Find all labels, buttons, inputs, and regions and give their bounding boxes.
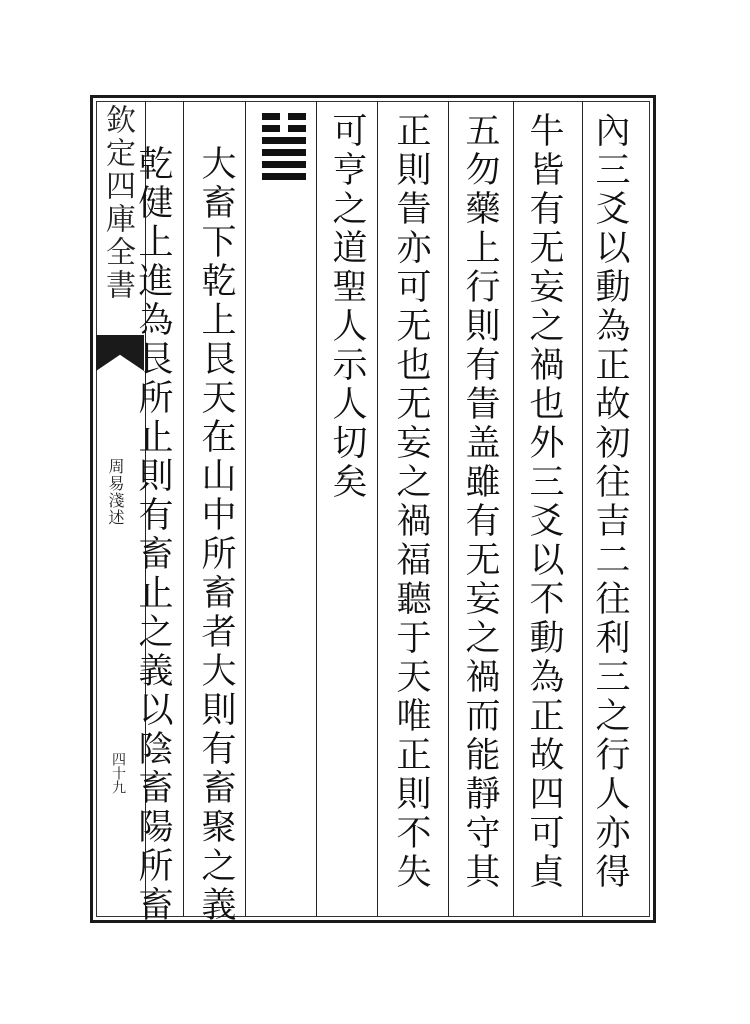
hexagram-symbol: [262, 113, 306, 181]
text-column-1: 內三爻以動為正故初往吉二往利三之行人亦得: [590, 112, 630, 892]
text-column-2: 牛皆有无妄之禍也外三爻以不動為正故四可貞: [524, 112, 564, 892]
margin-book-title: 周易淺述: [106, 458, 125, 526]
column-rule-2: [183, 101, 184, 917]
margin-page-number: 四十九: [110, 752, 126, 794]
hexagram-line-6: [262, 113, 306, 120]
page-frame-inner: [96, 101, 650, 917]
text-column-7: 大畜下乾上艮天在山中所畜者大則有畜聚之義: [196, 145, 236, 925]
column-rule-3: [245, 101, 246, 917]
column-rule-8: [582, 101, 583, 917]
hexagram-line-5: [262, 125, 306, 132]
text-column-8: 乾健上進為艮所止則有畜止之義以陰畜陽所畜: [133, 145, 173, 925]
text-column-3: 五勿藥上行則有眚盖雖有无妄之禍而能靜守其: [460, 112, 500, 892]
column-rule-5: [377, 101, 378, 917]
column-rule-6: [448, 101, 449, 917]
hexagram-line-3: [262, 149, 306, 156]
column-rule-4: [316, 101, 317, 917]
column-rule-7: [513, 101, 514, 917]
text-column-5: 可亨之道聖人示人切矣: [327, 112, 367, 502]
hexagram-line-2: [262, 161, 306, 168]
hexagram-line-4: [262, 137, 306, 144]
margin-book-series-title: 欽定四庫全書: [100, 104, 135, 302]
hexagram-line-1: [262, 173, 306, 180]
text-column-4: 正則眚亦可无也无妄之禍福聽于天唯正則不失: [391, 112, 431, 892]
